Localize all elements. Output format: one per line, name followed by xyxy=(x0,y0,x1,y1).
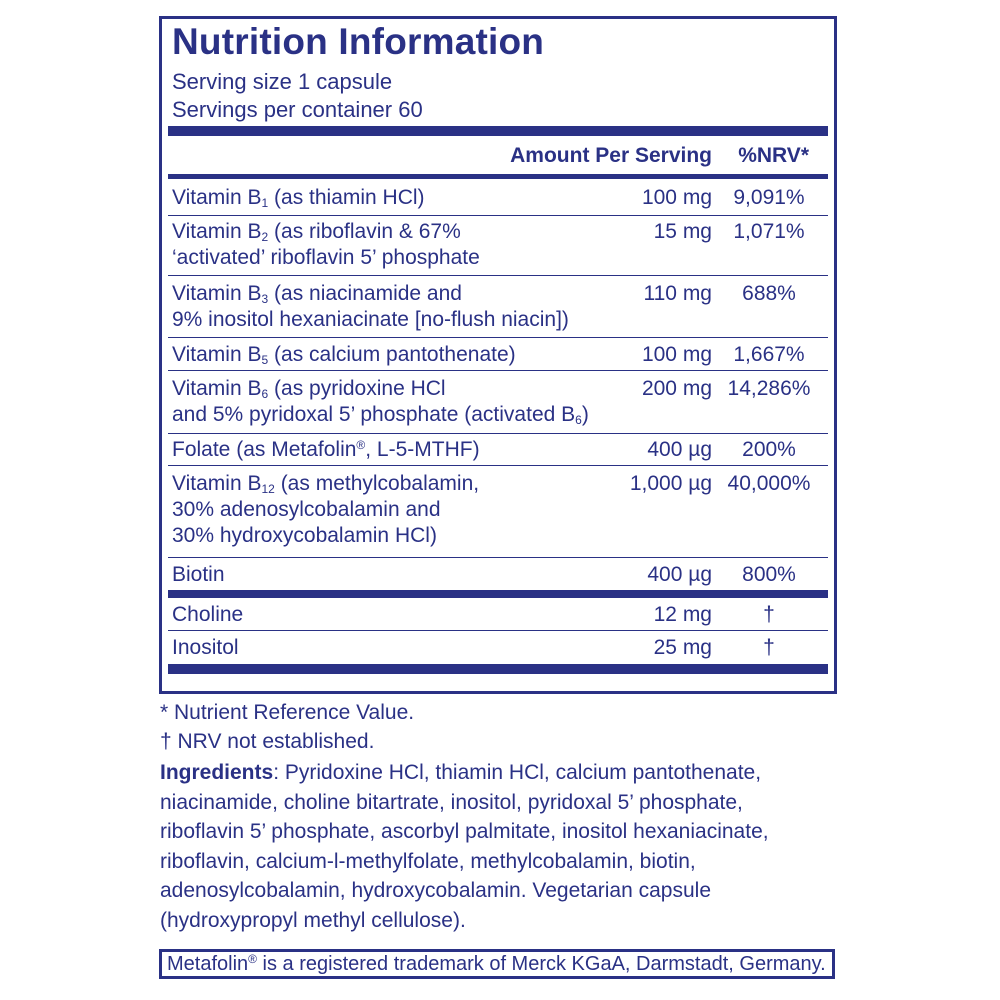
row-vitamin-b5-nrv: 1,667% xyxy=(733,343,805,366)
row-vitamin-b1-amount: 100 mg xyxy=(641,186,712,209)
row-vitamin-b12-name: Vitamin $B_{12}$ (as methylcobalamin, 30% adenosylcobalamin and 30% hydroxycobalamin HCl) xyxy=(172,472,480,547)
row-divider xyxy=(168,215,828,216)
row-folate-amount: 400 µg xyxy=(647,438,712,461)
footnote-nrv: * Nutrient Reference Value. xyxy=(160,701,415,724)
section-rule xyxy=(168,590,828,598)
amount-header: Amount Per Serving xyxy=(510,144,712,167)
serving-size: Serving size 1 capsule xyxy=(172,69,393,94)
row-choline-name: Choline xyxy=(172,603,244,626)
trademark-box xyxy=(159,949,835,979)
row-vitamin-b1-nrv: 9,091% xyxy=(733,186,805,209)
row-divider xyxy=(168,630,828,631)
row-vitamin-b6-amount: 200 mg xyxy=(641,377,712,400)
ingredients-block xyxy=(160,758,820,935)
row-choline-nrv: † xyxy=(763,603,775,626)
row-biotin-name: Biotin xyxy=(172,563,225,586)
row-vitamin-b12-nrv: 40,000% xyxy=(727,472,811,495)
row-folate-nrv: 200% xyxy=(742,438,796,461)
row-divider xyxy=(168,275,828,276)
row-vitamin-b2-nrv: 1,071% xyxy=(733,220,805,243)
ingredients-line: riboflavin, calcium-l-methylfolate, methylcobalamin, biotin, xyxy=(160,849,696,873)
nutrition-panel xyxy=(159,16,837,694)
ingredients-line: Ingredients: Pyridoxine HCl, thiamin HCl, calcium pantothenate, xyxy=(160,761,762,784)
servings-per-container: Servings per container 60 xyxy=(172,97,423,122)
ingredients-line: niacinamide, choline bitartrate, inositol, pyridoxal 5’ phosphate, xyxy=(160,790,743,814)
row-choline-amount: 12 mg xyxy=(653,603,712,626)
column-header-rule xyxy=(168,174,828,179)
row-vitamin-b3-nrv: 688% xyxy=(742,282,796,305)
row-divider xyxy=(168,557,828,558)
panel-title: Nutrition Information xyxy=(172,21,545,62)
row-vitamin-b1-name: Vitamin $B_1$ (as thiamin HCl) xyxy=(172,186,425,210)
nrv-header: %NRV* xyxy=(738,144,809,167)
row-vitamin-b3-name: Vitamin $B_3$ (as niacinamide and 9% inositol hexaniacinate [no-flush niacin]) xyxy=(172,282,569,331)
row-inositol-nrv: † xyxy=(763,636,775,659)
row-folate-name: Folate (as Metafolin®, L-5-MTHF) xyxy=(172,438,480,461)
row-vitamin-b2-name: Vitamin $B_2$ (as riboflavin & 67% ‘activated’ riboflavin 5’ phosphate xyxy=(172,220,480,269)
row-divider xyxy=(168,465,828,466)
row-vitamin-b6-nrv: 14,286% xyxy=(727,377,811,400)
footnote-not-established: † NRV not established. xyxy=(160,730,375,753)
trademark-notice: Metafolin® is a registered trademark of Merck KGaA, Darmstadt, Germany. xyxy=(167,952,826,975)
row-inositol-name: Inositol xyxy=(172,636,239,659)
row-vitamin-b5-amount: 100 mg xyxy=(641,343,712,366)
row-divider xyxy=(168,337,828,338)
row-divider xyxy=(168,370,828,371)
ingredients-line: riboflavin 5’ phosphate, ascorbyl palmitate, inositol hexaniacinate, xyxy=(160,820,769,843)
row-divider xyxy=(168,433,828,434)
row-biotin-amount: 400 µg xyxy=(647,563,712,586)
ingredients-line: (hydroxypropyl methyl cellulose). xyxy=(160,908,466,932)
row-vitamin-b2-amount: 15 mg xyxy=(653,220,712,243)
row-biotin-nrv: 800% xyxy=(742,563,796,586)
row-inositol-amount: 25 mg xyxy=(653,636,712,659)
ingredients-line: adenosylcobalamin, hydroxycobalamin. Vegetarian capsule xyxy=(160,879,712,902)
ingredients-label: Ingredients xyxy=(160,761,274,784)
row-vitamin-b6-name: Vitamin $B_6$ (as pyridoxine HCl and 5% pyridoxal 5’ phosphate (activated $B_6$) xyxy=(172,377,589,427)
row-vitamin-b3-amount: 110 mg xyxy=(643,282,712,305)
row-vitamin-b5-name: Vitamin $B_5$ (as calcium pantothenate) xyxy=(172,343,516,367)
header-rule xyxy=(168,126,828,136)
footer-rule xyxy=(168,664,828,674)
row-vitamin-b12-amount: 1,000 µg xyxy=(629,472,712,495)
